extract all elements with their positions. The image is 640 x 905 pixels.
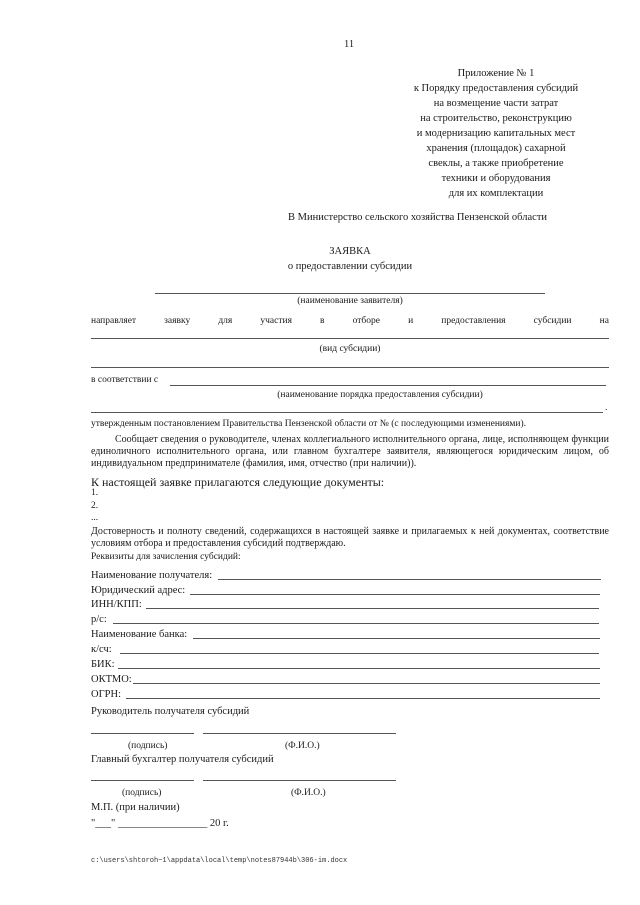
account-field[interactable]	[113, 623, 599, 624]
corr-account-field[interactable]	[120, 653, 599, 654]
fio-caption: (Ф.И.О.)	[291, 788, 326, 798]
date-line[interactable]: "___" _________________ 20 г.	[91, 818, 229, 829]
subsidy-type-caption: (вид субсидии)	[319, 344, 381, 354]
accountant-fio-line[interactable]	[203, 780, 396, 781]
requisite-label: БИК:	[91, 659, 115, 670]
directs-word: для	[218, 316, 233, 326]
page-number: 11	[344, 39, 355, 50]
directs-word: в	[320, 316, 325, 326]
head-fio-line[interactable]	[203, 733, 396, 734]
applicant-name-line[interactable]	[155, 293, 545, 294]
directs-word: и	[408, 316, 414, 326]
info-paragraph: Сообщает сведения о руководителе, членах коллегиального исполнительного органа, лице, исполняющем функции единоличного исполнительного органа, или главном бухгалтере заявителя, являющегося юридическим лицом, об индивидуальном предпринимателе (фамилия, имя, отчество (при наличии)).	[91, 434, 609, 469]
directs-word: субсидии	[533, 316, 572, 326]
inn-kpp-field[interactable]	[146, 608, 599, 609]
document-item: ...	[91, 513, 99, 523]
footer-file-path: c:\users\shtoroh~1\appdata\local\temp\notes87944b\306-im.docx	[91, 857, 348, 865]
requisite-label: ОГРН:	[91, 689, 121, 700]
addressee: В Министерство сельского хозяйства Пензенской области	[288, 212, 548, 223]
procedure-continuation-line[interactable]	[91, 412, 603, 413]
appendix-line: на строительство, реконструкцию	[420, 113, 572, 124]
procedure-name-line[interactable]	[170, 385, 606, 386]
stamp-label: М.П. (при наличии)	[91, 802, 180, 813]
accountant-label: Главный бухгалтер получателя субсидий	[91, 754, 274, 765]
appendix-line: к Порядку предоставления субсидий	[413, 83, 579, 94]
bik-field[interactable]	[118, 668, 600, 669]
signature-caption: (подпись)	[122, 788, 162, 798]
bank-name-field[interactable]	[193, 638, 600, 639]
appendix-line: и модернизацию капитальных мест	[416, 128, 576, 139]
directs-word: на	[599, 316, 609, 326]
appendix-block	[380, 66, 612, 201]
ogrn-field[interactable]	[126, 698, 600, 699]
oktmo-field[interactable]	[133, 683, 600, 684]
subsidy-type-line[interactable]	[91, 338, 609, 339]
recipient-name-field[interactable]	[218, 579, 601, 580]
appendix-line: на возмещение части затрат	[433, 98, 559, 109]
directs-word: предоставления	[441, 316, 506, 326]
signature-caption: (подпись)	[128, 741, 168, 751]
directs-word: отборе	[352, 316, 380, 326]
document-title: ЗАЯВКА	[329, 246, 371, 257]
requisite-label: р/с:	[91, 614, 107, 625]
documents-heading: К настоящей заявке прилагаются следующие документы:	[91, 475, 385, 489]
appendix-line: свеклы, а также приобретение	[428, 158, 564, 169]
requisite-label: Юридический адрес:	[91, 585, 186, 596]
requisite-label: Наименование банка:	[91, 629, 188, 640]
directs-word: заявку	[164, 316, 191, 326]
fio-caption: (Ф.И.О.)	[285, 741, 320, 751]
requisite-label: ИНН/КПП:	[91, 599, 142, 610]
requisite-label: Наименование получателя:	[91, 570, 213, 581]
applicant-caption: (наименование заявителя)	[297, 296, 403, 306]
requisite-label: ОКТМО:	[91, 674, 132, 685]
requisite-label: к/сч:	[91, 644, 112, 655]
appendix-line: хранения (площадок) сахарной	[426, 143, 566, 154]
document-item: 1.	[91, 488, 99, 498]
appendix-line: техники и оборудования	[441, 173, 551, 184]
head-signature-line[interactable]	[91, 733, 194, 734]
line-period: .	[605, 403, 608, 413]
appendix-line: Приложение № 1	[457, 68, 535, 79]
requisites-heading: Реквизиты для зачисления субсидий:	[91, 552, 241, 562]
document-item: 2.	[91, 501, 99, 511]
procedure-caption: (наименование порядка предоставления субсидии)	[277, 390, 483, 400]
legal-address-field[interactable]	[190, 594, 600, 595]
accountant-signature-line[interactable]	[91, 780, 194, 781]
directs-word: участия	[260, 316, 292, 326]
approved-line: утвержденным постановлением Правительства Пензенской области от № (с последующими изменениями).	[91, 419, 527, 429]
document-subtitle: о предоставлении субсидии	[287, 261, 413, 272]
in-accordance-label: в соответствии с	[91, 375, 159, 385]
directs-word: направляет	[91, 316, 137, 326]
confirmation-paragraph: Достоверность и полноту сведений, содержащихся в настоящей заявке и прилагаемых к ней документах, соответствие условиям отбора и предоставления субсидий подтверждаю.	[91, 526, 609, 549]
directs-row	[91, 316, 609, 326]
appendix-line: для их комплектации	[448, 188, 544, 199]
blank-line[interactable]	[91, 367, 609, 368]
head-label: Руководитель получателя субсидий	[91, 706, 250, 717]
